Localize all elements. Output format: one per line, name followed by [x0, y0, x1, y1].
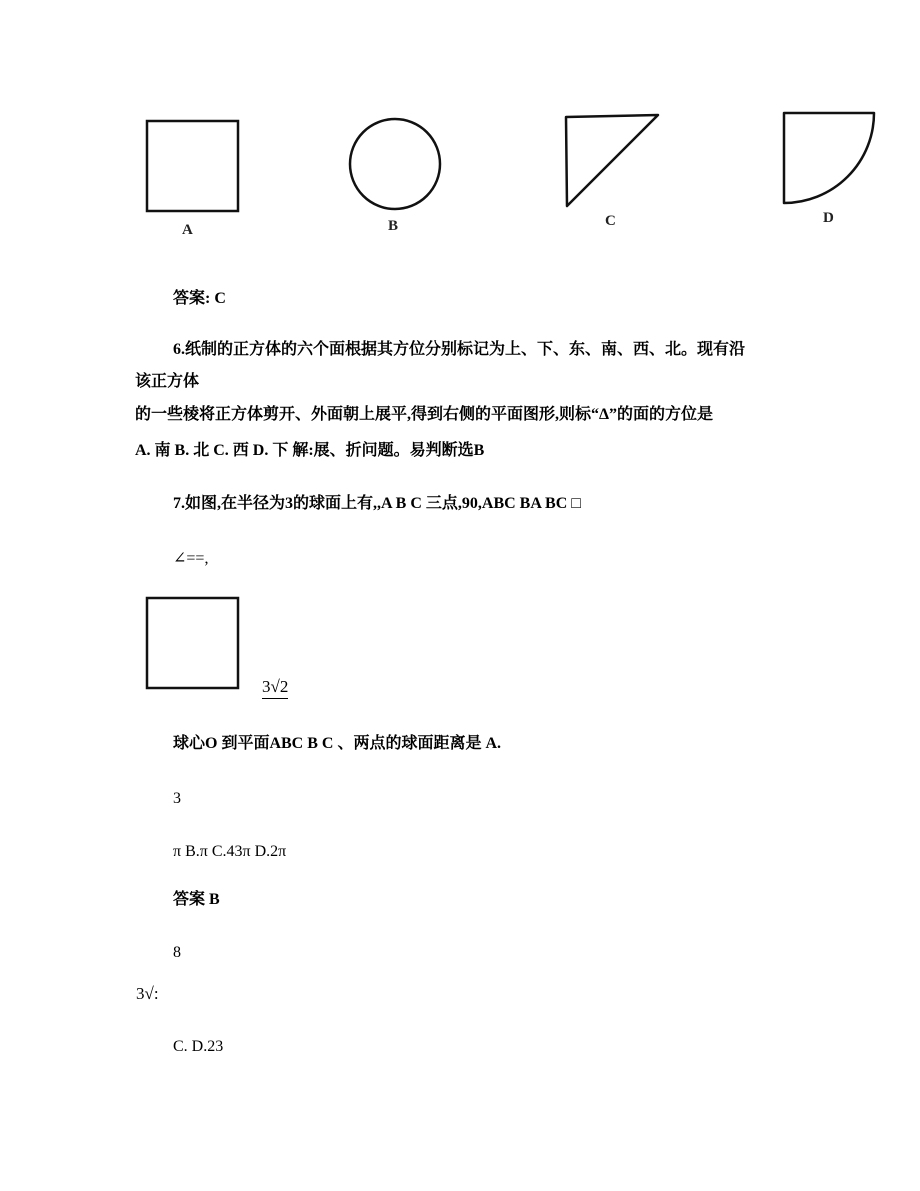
figure-d-label: D	[823, 210, 834, 226]
q6-line-3: 的一些棱将正方体剪开、外面朝上展平,得到右侧的平面图形,则标“Δ”的面的方位是	[135, 406, 714, 423]
figure-a-label: A	[182, 222, 193, 238]
q7-square-figure	[140, 592, 245, 697]
figure-a-square	[140, 115, 245, 220]
q7-line-5: π B.π C.43π D.2π	[173, 843, 287, 860]
q7-line-4: 3	[173, 790, 181, 807]
q7-line-6: 8	[173, 944, 181, 961]
q7-answer: 答案 B	[173, 891, 220, 908]
q7-sqrt-label: 3√2	[262, 676, 288, 698]
q7-sqrt-fragment: 3√:	[136, 984, 159, 1003]
figure-b-circle	[340, 115, 450, 220]
q6-line-4: A. 南 B. 北 C. 西 D. 下 解:展、折问题。易判断选B	[135, 442, 485, 459]
q7-line-2: ∠==,	[173, 550, 209, 567]
figure-c-label: C	[605, 213, 616, 229]
figure-b-label: B	[388, 218, 399, 234]
figure-d-quarter-circle	[775, 105, 885, 210]
q5-answer: 答案: C	[173, 290, 226, 307]
q7-line-3: 球心O 到平面ABC B C 、两点的球面距离是 A.	[173, 735, 502, 752]
q6-line-2: 该正方体	[135, 373, 200, 390]
figure-c-triangle	[555, 105, 665, 215]
q6-line-1: 6.纸制的正方体的六个面根据其方位分别标记为上、下、东、南、西、北。现有沿	[173, 341, 746, 358]
q7-line-7: C. D.23	[173, 1038, 224, 1055]
q7-line-1: 7.如图,在半径为3的球面上有,,A B C 三点,90,ABC BA BC □	[173, 495, 581, 512]
